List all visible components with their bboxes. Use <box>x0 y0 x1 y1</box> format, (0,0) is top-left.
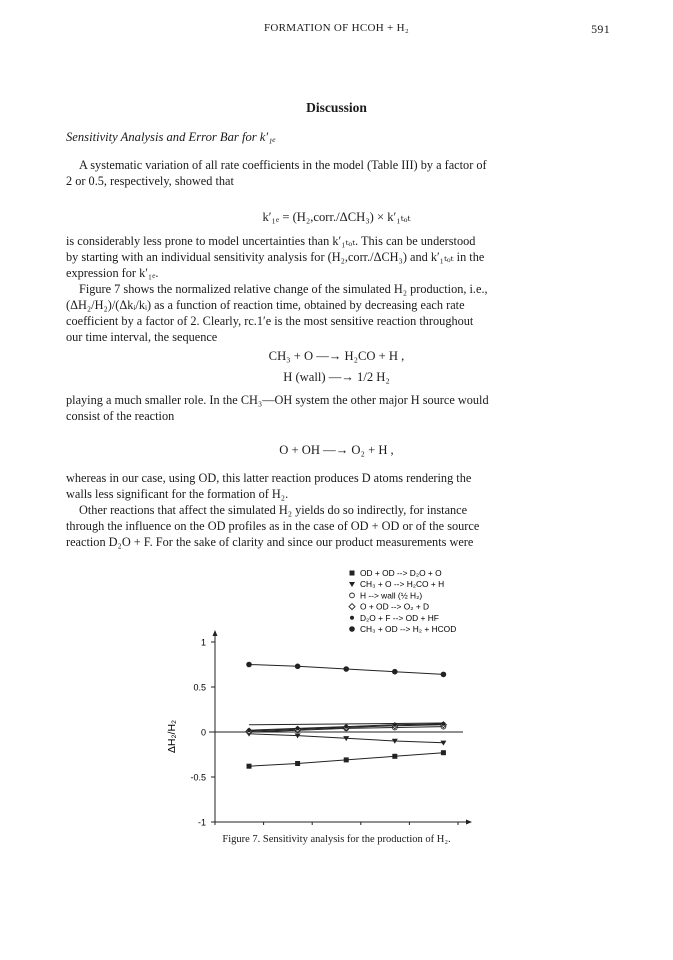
data-point <box>295 761 300 766</box>
legend-label: CH₃ + O --> H₂CO + H <box>360 579 445 590</box>
paragraph-line: our time interval, the sequence <box>66 330 218 344</box>
paragraph-line: by starting with an individual sensitivity analysis for (H₂,corr./ΔCH₃) and k′₁ₜₒₜ in the <box>66 250 485 264</box>
chart-legend <box>349 568 456 634</box>
y-tick-label: -0.5 <box>190 772 206 783</box>
chart-series-layer <box>246 662 446 769</box>
y-axis-label: ΔH₂/H₂ <box>166 719 178 754</box>
y-tick-label: -1 <box>197 817 206 828</box>
data-point <box>343 666 349 672</box>
y-tick-label: 0.5 <box>193 682 206 693</box>
legend-marker <box>349 582 355 587</box>
data-point <box>441 722 445 726</box>
legend-marker <box>349 604 355 610</box>
equation-o-oh: O + OH —→ O₂ + H , <box>279 443 394 457</box>
legend-marker <box>350 593 355 598</box>
x-tick-label <box>307 829 317 830</box>
data-point <box>393 723 397 727</box>
data-point <box>344 725 348 729</box>
paragraph-line: consist of the reaction <box>66 409 175 423</box>
paragraph-line: whereas in our case, using OD, this latter reaction produces D atoms rendering the <box>66 471 472 485</box>
paragraph-line: expression for k′₁ₑ. <box>66 266 159 280</box>
running-header: FORMATION OF HCOH + H₂ <box>264 22 409 34</box>
data-point <box>344 757 349 762</box>
data-point <box>441 750 446 755</box>
paragraph-line: coefficient by a factor of 2. Clearly, rc.1′e is the most sensitive reaction throughout <box>66 314 474 328</box>
data-point <box>392 669 398 675</box>
equation-h-wall: H (wall) —→ 1/2 H₂ <box>283 370 390 384</box>
x-tick-label <box>212 829 217 830</box>
section-title: Discussion <box>306 100 367 115</box>
paragraph-line: (ΔH₂/H₂)/(Δkᵢ/kᵢ) as a function of reaction time, obtained by decreasing each rate <box>66 298 465 312</box>
paragraph-line: walls less significant for the formation of H₂. <box>66 487 289 501</box>
chart-axes <box>166 630 472 830</box>
y-tick-label: 1 <box>200 637 206 648</box>
series-2 <box>246 732 446 746</box>
page-number: 591 <box>591 22 610 36</box>
y-axis-arrow <box>213 630 218 636</box>
legend-marker <box>350 616 354 620</box>
legend-label: O + OD --> O₂ + D <box>360 601 430 612</box>
legend-marker <box>350 571 355 576</box>
figure-caption: Figure 7. Sensitivity analysis for the production of H₂. <box>222 834 451 845</box>
data-point <box>247 728 251 732</box>
series-6 <box>246 662 446 678</box>
legend-label: D₂O + F --> OD + HF <box>360 612 439 623</box>
y-tick-label: 0 <box>200 727 206 738</box>
paragraph-line: through the influence on the OD profiles as in the case of OD + OD or of the source <box>66 519 480 533</box>
equation-ch3-o: CH₃ + O —→ H₂CO + H , <box>268 349 405 363</box>
paragraph-line: reaction D₂O + F. For the sake of clarity and since our product measurements were <box>66 535 474 549</box>
sensitivity-chart <box>0 560 673 830</box>
data-point <box>441 672 447 678</box>
legend-marker <box>349 626 355 632</box>
paragraph-line: Other reactions that affect the simulated H₂ yields do so indirectly, for instance <box>79 503 468 517</box>
paragraph-line: A systematic variation of all rate coefficients in the model (Table III) by a factor of <box>79 158 487 172</box>
x-tick-label <box>404 829 414 830</box>
legend-label: CH₃ + OD --> H₂ + HCOD <box>360 624 457 634</box>
equation-k1e: k′₁ₑ = (H₂,corr./ΔCH₃) × k′₁ₜₒₜ <box>262 210 411 224</box>
data-point <box>296 726 300 730</box>
x-tick-label <box>356 829 366 830</box>
data-point <box>295 664 301 670</box>
x-tick-label <box>453 829 463 830</box>
data-point <box>246 662 252 668</box>
paragraph-line: is considerably less prone to model uncertainties than k′₁ₜₒₜ. This can be understood <box>66 234 476 248</box>
legend-label: H --> wall (½ H₂) <box>360 590 423 601</box>
paragraph-line: playing a much smaller role. In the CH₃—OH system the other major H source would <box>66 393 489 407</box>
x-tick-label <box>261 829 266 830</box>
data-point <box>247 764 252 769</box>
x-axis-arrow <box>466 820 472 825</box>
legend-label: OD + OD --> D₂O + O <box>360 568 442 578</box>
paragraph-line: Figure 7 shows the normalized relative change of the simulated H₂ production, i.e., <box>79 282 488 296</box>
paragraph-line: 2 or 0.5, respectively, showed that <box>66 174 234 188</box>
subsection-title: Sensitivity Analysis and Error Bar for k′₁ₑ <box>66 130 276 144</box>
data-point <box>392 754 397 759</box>
series-1 <box>247 750 446 769</box>
